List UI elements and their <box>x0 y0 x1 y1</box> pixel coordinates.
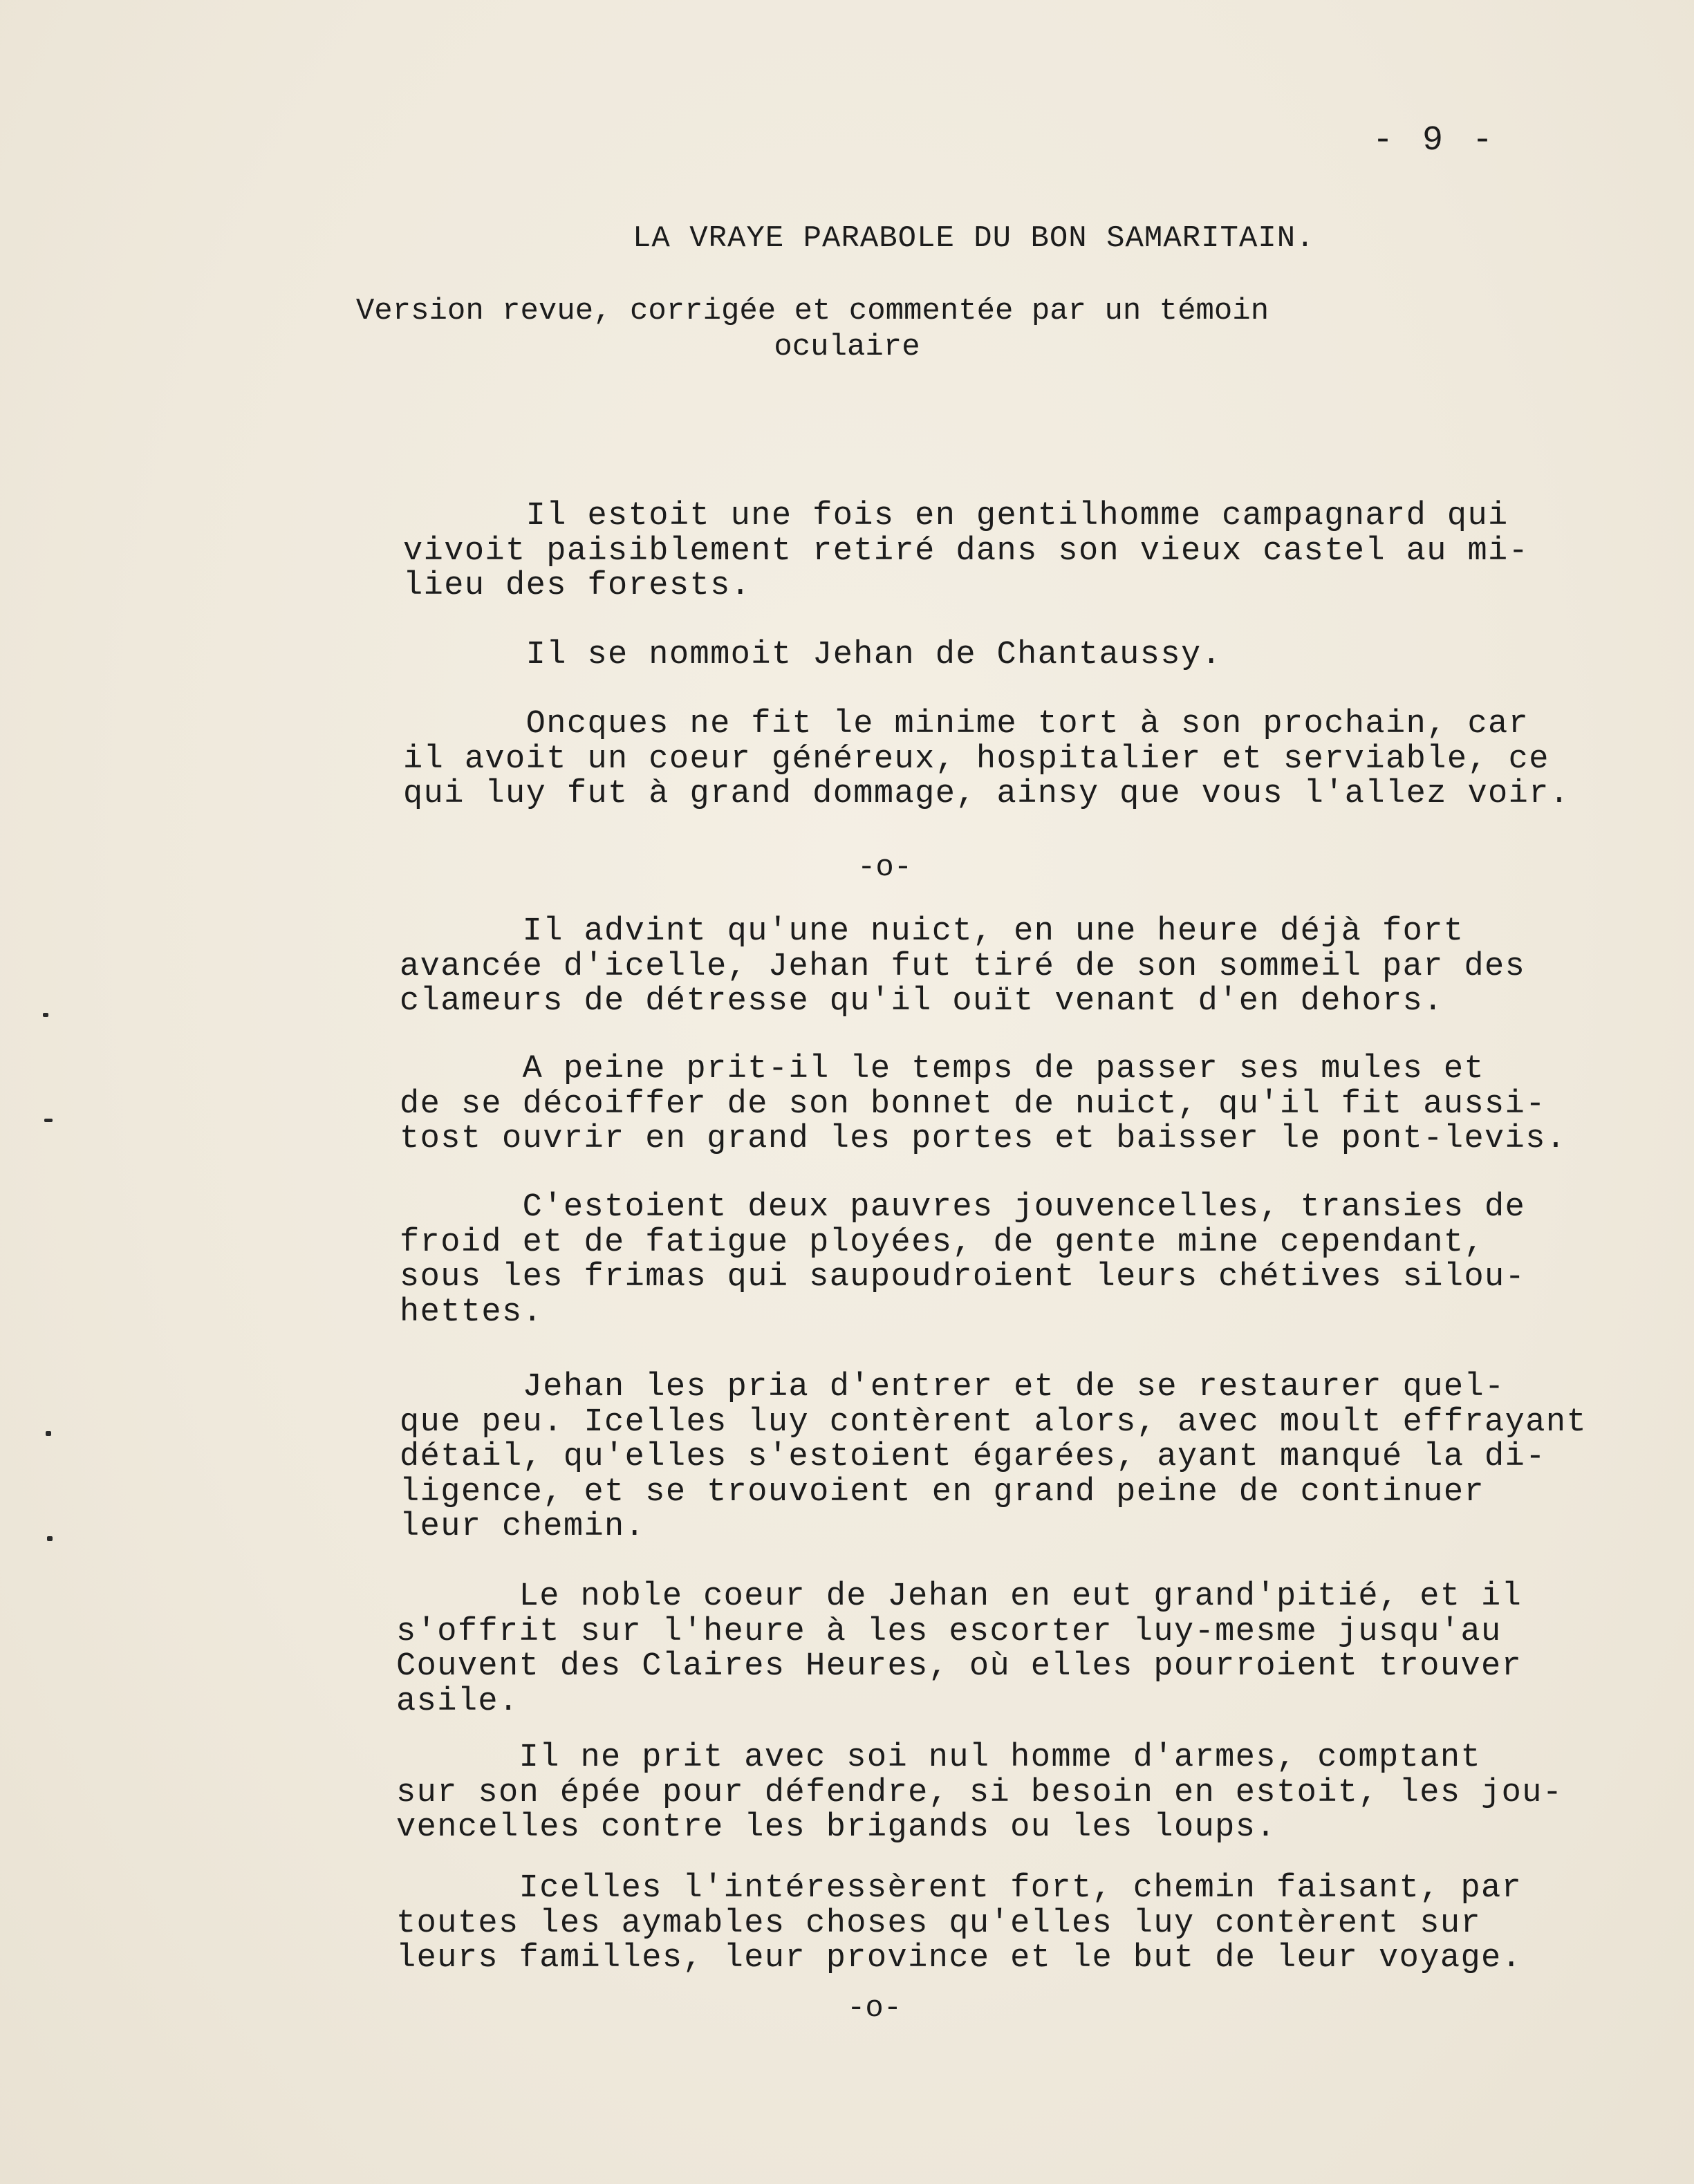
margin-mark <box>46 1431 51 1436</box>
margin-mark <box>44 1119 53 1122</box>
paragraph-1: Il estoit une fois en gentilhomme campagnard qui vivoit paisiblement retiré dans son vieux castel au mi- lieu des forests. <box>403 498 1529 604</box>
paragraph-3: Oncques ne fit le minime tort à son prochain, car il avoit un coeur généreux, hospitalier et serviable, ce qui luy fut à grand dommage, ainsy que vous l'allez voir. <box>403 706 1570 812</box>
paragraph-5: A peine prit-il le temps de passer ses mules et de se décoiffer de son bonnet de nuict, qu'il fit aussi- tost ouvrir en grand les portes et baisser le pont-levis. <box>400 1051 1567 1157</box>
paragraph-6: C'estoient deux pauvres jouvencelles, transies de froid et de fatigue ployées, de gente mine cependant, sous les frimas qui saupoudroient leurs chétives silou- hettes. <box>400 1189 1526 1331</box>
subtitle-line-2: oculaire <box>774 330 920 364</box>
paragraph-7: Jehan les pria d'entrer et de se restaurer quel- que peu. Icelles luy contèrent alors, avec moult effrayant détail, qu'elles s'estoient égarées, ayant manqué la di- ligence, et se trouvoient en grand peine de continuer leur chemin. <box>400 1369 1588 1545</box>
page-number: - 9 - <box>1372 121 1498 160</box>
paragraph-9: Il ne prit avec soi nul homme d'armes, comptant sur son épée pour défendre, si besoin en estoit, les jou- vencelles contre les brigands ou les loups. <box>396 1739 1563 1846</box>
section-separator-2: -o- <box>847 1991 902 2026</box>
margin-mark <box>43 1013 48 1017</box>
section-separator-1: -o- <box>857 850 913 885</box>
paragraph-4: Il advint qu'une nuict, en une heure déjà fort avancée d'icelle, Jehan fut tiré de son sommeil par des clameurs de détresse qu'il ouït venant d'en dehors. <box>400 913 1526 1020</box>
paragraph-10: Icelles l'intéressèrent fort, chemin faisant, par toutes les aymables choses qu'elles luy contèrent sur leurs familles, leur province et le but de leur voyage. <box>396 1870 1523 1977</box>
margin-mark <box>47 1536 53 1541</box>
paragraph-2: Il se nommoit Jehan de Chantaussy. <box>403 637 1222 673</box>
subtitle-line-1: Version revue, corrigée et commentée par un témoin <box>355 294 1269 328</box>
document-title: LA VRAYE PARABOLE DU BON SAMARITAIN. <box>633 221 1315 256</box>
paragraph-8: Le noble coeur de Jehan en eut grand'pitié, et il s'offrit sur l'heure à les escorter luy-mesme jusqu'au Couvent des Claires Heures, où elles pourroient trouver asile. <box>396 1578 1523 1720</box>
